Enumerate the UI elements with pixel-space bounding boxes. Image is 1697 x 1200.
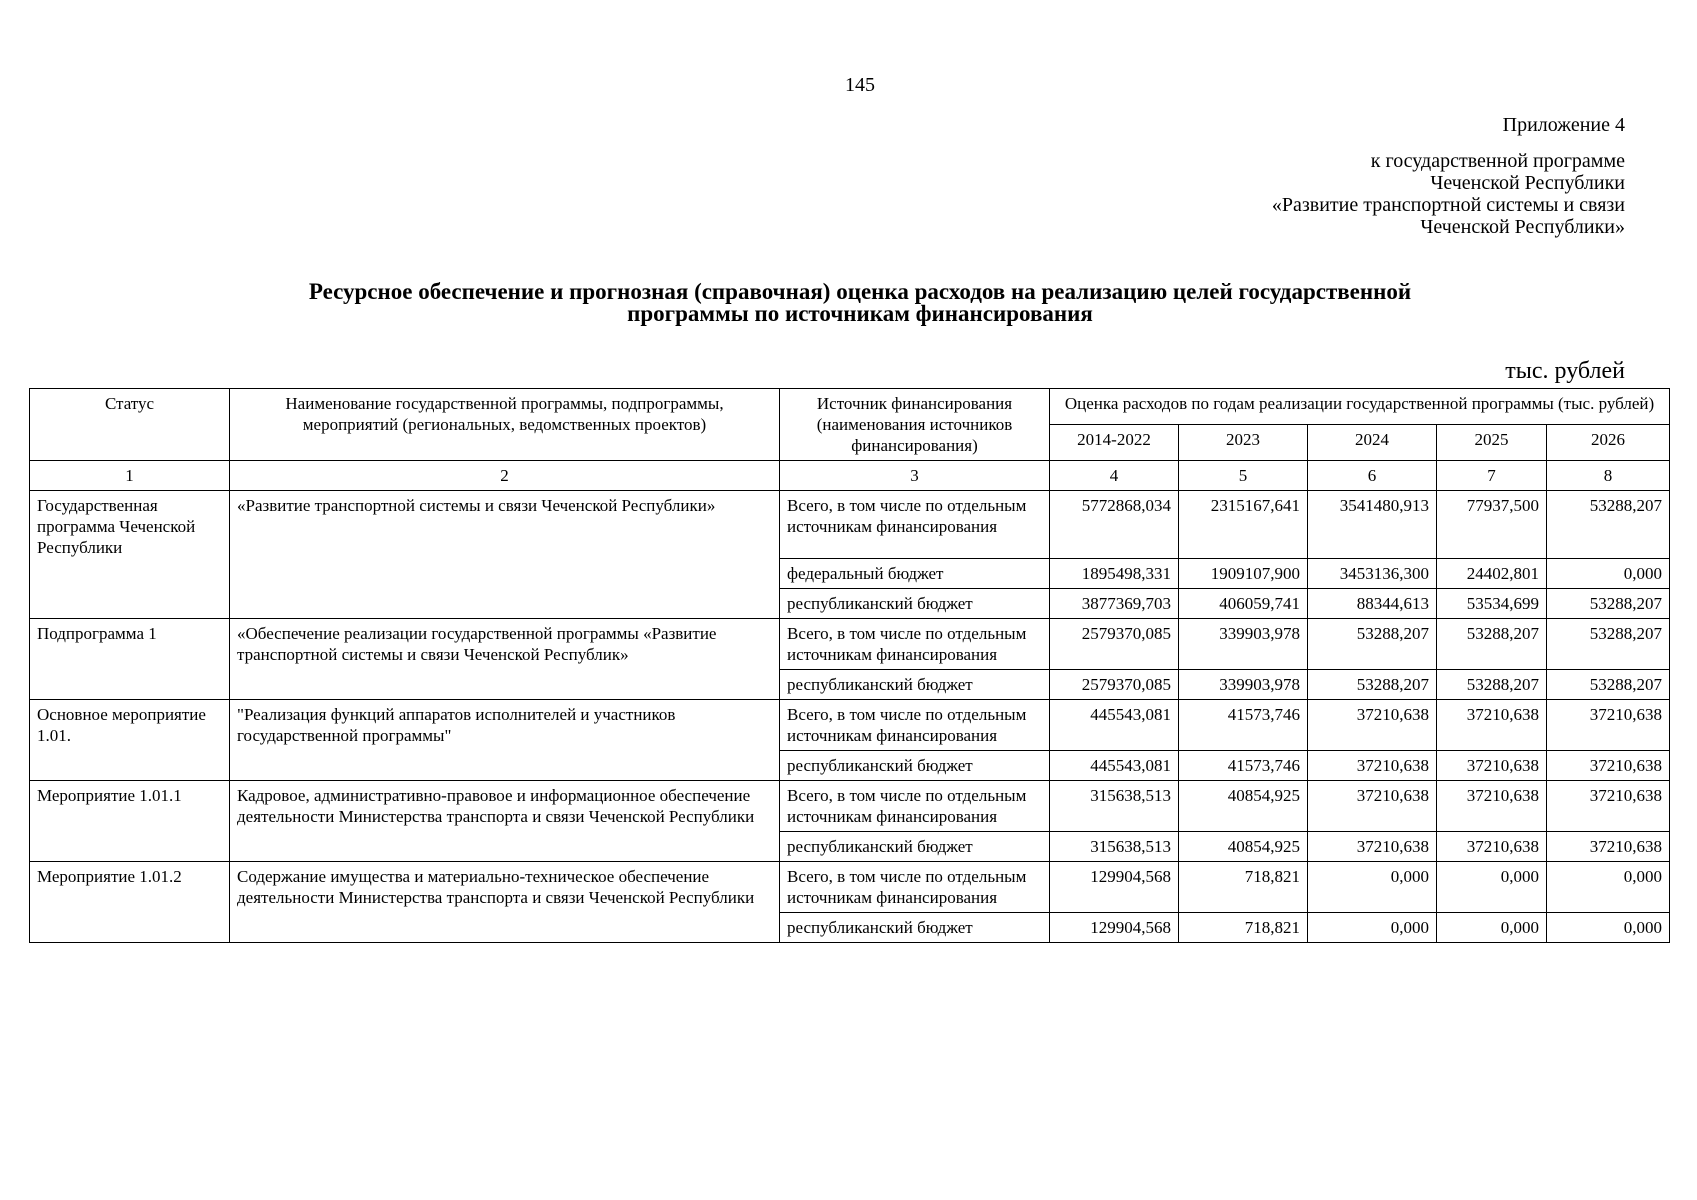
value-cell: 40854,925	[1179, 781, 1308, 832]
value-cell: 53288,207	[1547, 589, 1670, 619]
value-cell: 88344,613	[1308, 589, 1437, 619]
source-cell: республиканский бюджет	[780, 913, 1050, 943]
value-cell: 315638,513	[1050, 781, 1179, 832]
document-title	[120, 281, 1600, 325]
value-cell: 37210,638	[1547, 700, 1670, 751]
value-cell: 37210,638	[1437, 700, 1547, 751]
value-cell: 41573,746	[1179, 751, 1308, 781]
value-cell: 53288,207	[1308, 619, 1437, 670]
column-number: 6	[1308, 461, 1437, 491]
value-cell: 37210,638	[1547, 781, 1670, 832]
table-row	[30, 491, 1670, 559]
appendix-block	[1272, 114, 1625, 238]
source-cell: Всего, в том числе по отдельным источникам финансирования	[780, 862, 1050, 913]
value-cell: 53288,207	[1308, 670, 1437, 700]
value-cell: 0,000	[1547, 862, 1670, 913]
value-cell: 37210,638	[1437, 751, 1547, 781]
header-year: 2025	[1437, 425, 1547, 461]
column-number: 7	[1437, 461, 1547, 491]
budget-table	[29, 388, 1670, 943]
value-cell: 0,000	[1547, 559, 1670, 589]
value-cell: 3453136,300	[1308, 559, 1437, 589]
source-cell: республиканский бюджет	[780, 670, 1050, 700]
header-status: Статус	[30, 389, 230, 461]
status-cell: Мероприятие 1.01.2	[30, 862, 230, 943]
column-number: 5	[1179, 461, 1308, 491]
appendix-title: Приложение 4	[1502, 114, 1625, 136]
value-cell: 3541480,913	[1308, 491, 1437, 559]
value-cell: 37210,638	[1437, 832, 1547, 862]
value-cell: 53288,207	[1547, 619, 1670, 670]
value-cell: 53288,207	[1547, 491, 1670, 559]
status-cell: Мероприятие 1.01.1	[30, 781, 230, 862]
source-cell: республиканский бюджет	[780, 832, 1050, 862]
header-year: 2023	[1179, 425, 1308, 461]
source-cell: федеральный бюджет	[780, 559, 1050, 589]
document-title-line: программы по источникам финансирования	[627, 301, 1093, 326]
column-number: 4	[1050, 461, 1179, 491]
value-cell: 77937,500	[1437, 491, 1547, 559]
value-cell: 1909107,900	[1179, 559, 1308, 589]
units-label: тыс. рублей	[1505, 358, 1625, 384]
name-cell: "Реализация функций аппаратов исполнителей и участников государственной программы"	[230, 700, 780, 781]
value-cell: 37210,638	[1308, 832, 1437, 862]
source-cell: республиканский бюджет	[780, 751, 1050, 781]
table-row	[30, 781, 1670, 832]
source-cell: Всего, в том числе по отдельным источникам финансирования	[780, 700, 1050, 751]
header-row	[30, 389, 1670, 425]
value-cell: 53288,207	[1437, 670, 1547, 700]
value-cell: 0,000	[1547, 913, 1670, 943]
header-year: 2024	[1308, 425, 1437, 461]
value-cell: 0,000	[1308, 913, 1437, 943]
header-year: 2026	[1547, 425, 1670, 461]
document-title-line: Ресурсное обеспечение и прогнозная (справочная) оценка расходов на реализацию целей государственной	[308, 279, 1412, 304]
value-cell: 37210,638	[1547, 832, 1670, 862]
value-cell: 37210,638	[1308, 700, 1437, 751]
header-source: Источник финансирования (наименования источников финансирования)	[780, 389, 1050, 461]
value-cell: 315638,513	[1050, 832, 1179, 862]
value-cell: 445543,081	[1050, 700, 1179, 751]
value-cell: 3877369,703	[1050, 589, 1179, 619]
value-cell: 129904,568	[1050, 913, 1179, 943]
value-cell: 445543,081	[1050, 751, 1179, 781]
value-cell: 37210,638	[1308, 781, 1437, 832]
value-cell: 37210,638	[1437, 781, 1547, 832]
source-cell: Всего, в том числе по отдельным источникам финансирования	[780, 619, 1050, 670]
appendix-line: Чеченской Республики»	[1420, 216, 1625, 238]
value-cell: 406059,741	[1179, 589, 1308, 619]
value-cell: 37210,638	[1308, 751, 1437, 781]
header-year: 2014-2022	[1050, 425, 1179, 461]
value-cell: 53534,699	[1437, 589, 1547, 619]
value-cell: 0,000	[1437, 913, 1547, 943]
value-cell: 339903,978	[1179, 619, 1308, 670]
value-cell: 41573,746	[1179, 700, 1308, 751]
page-number: 145	[845, 74, 875, 96]
name-cell: «Развитие транспортной системы и связи Чеченской Республики»	[230, 491, 780, 619]
value-cell: 0,000	[1308, 862, 1437, 913]
value-cell: 2315167,641	[1179, 491, 1308, 559]
value-cell: 5772868,034	[1050, 491, 1179, 559]
value-cell: 24402,801	[1437, 559, 1547, 589]
value-cell: 2579370,085	[1050, 670, 1179, 700]
header-estimate: Оценка расходов по годам реализации государственной программы (тыс. рублей)	[1050, 389, 1670, 425]
value-cell: 129904,568	[1050, 862, 1179, 913]
column-number: 8	[1547, 461, 1670, 491]
value-cell: 40854,925	[1179, 832, 1308, 862]
header-name: Наименование государственной программы, подпрограммы, мероприятий (региональных, ведомственных проектов)	[230, 389, 780, 461]
value-cell: 53288,207	[1547, 670, 1670, 700]
name-cell: Кадровое, административно-правовое и информационное обеспечение деятельности Министерства транспорта и связи Чеченской Республики	[230, 781, 780, 862]
name-cell: Содержание имущества и материально-техническое обеспечение деятельности Министерства транспорта и связи Чеченской Республики	[230, 862, 780, 943]
value-cell: 37210,638	[1547, 751, 1670, 781]
appendix-line: Чеченской Республики	[1430, 172, 1625, 194]
value-cell: 339903,978	[1179, 670, 1308, 700]
status-cell: Подпрограмма 1	[30, 619, 230, 700]
column-number: 2	[230, 461, 780, 491]
source-cell: Всего, в том числе по отдельным источникам финансирования	[780, 781, 1050, 832]
status-cell: Государственная программа Чеченской Республики	[30, 491, 230, 619]
value-cell: 718,821	[1179, 862, 1308, 913]
value-cell: 1895498,331	[1050, 559, 1179, 589]
source-cell: республиканский бюджет	[780, 589, 1050, 619]
source-cell: Всего, в том числе по отдельным источникам финансирования	[780, 491, 1050, 559]
value-cell: 53288,207	[1437, 619, 1547, 670]
column-number: 3	[780, 461, 1050, 491]
appendix-line: к государственной программе	[1370, 150, 1625, 172]
status-cell: Основное мероприятие 1.01.	[30, 700, 230, 781]
column-numbers-row	[30, 461, 1670, 491]
value-cell: 0,000	[1437, 862, 1547, 913]
table-row	[30, 862, 1670, 913]
column-number: 1	[30, 461, 230, 491]
value-cell: 718,821	[1179, 913, 1308, 943]
appendix-line: «Развитие транспортной системы и связи	[1271, 194, 1625, 216]
name-cell: «Обеспечение реализации государственной программы «Развитие транспортной системы и связи Чеченской Республик»	[230, 619, 780, 700]
table-row	[30, 700, 1670, 751]
table-row	[30, 619, 1670, 670]
value-cell: 2579370,085	[1050, 619, 1179, 670]
